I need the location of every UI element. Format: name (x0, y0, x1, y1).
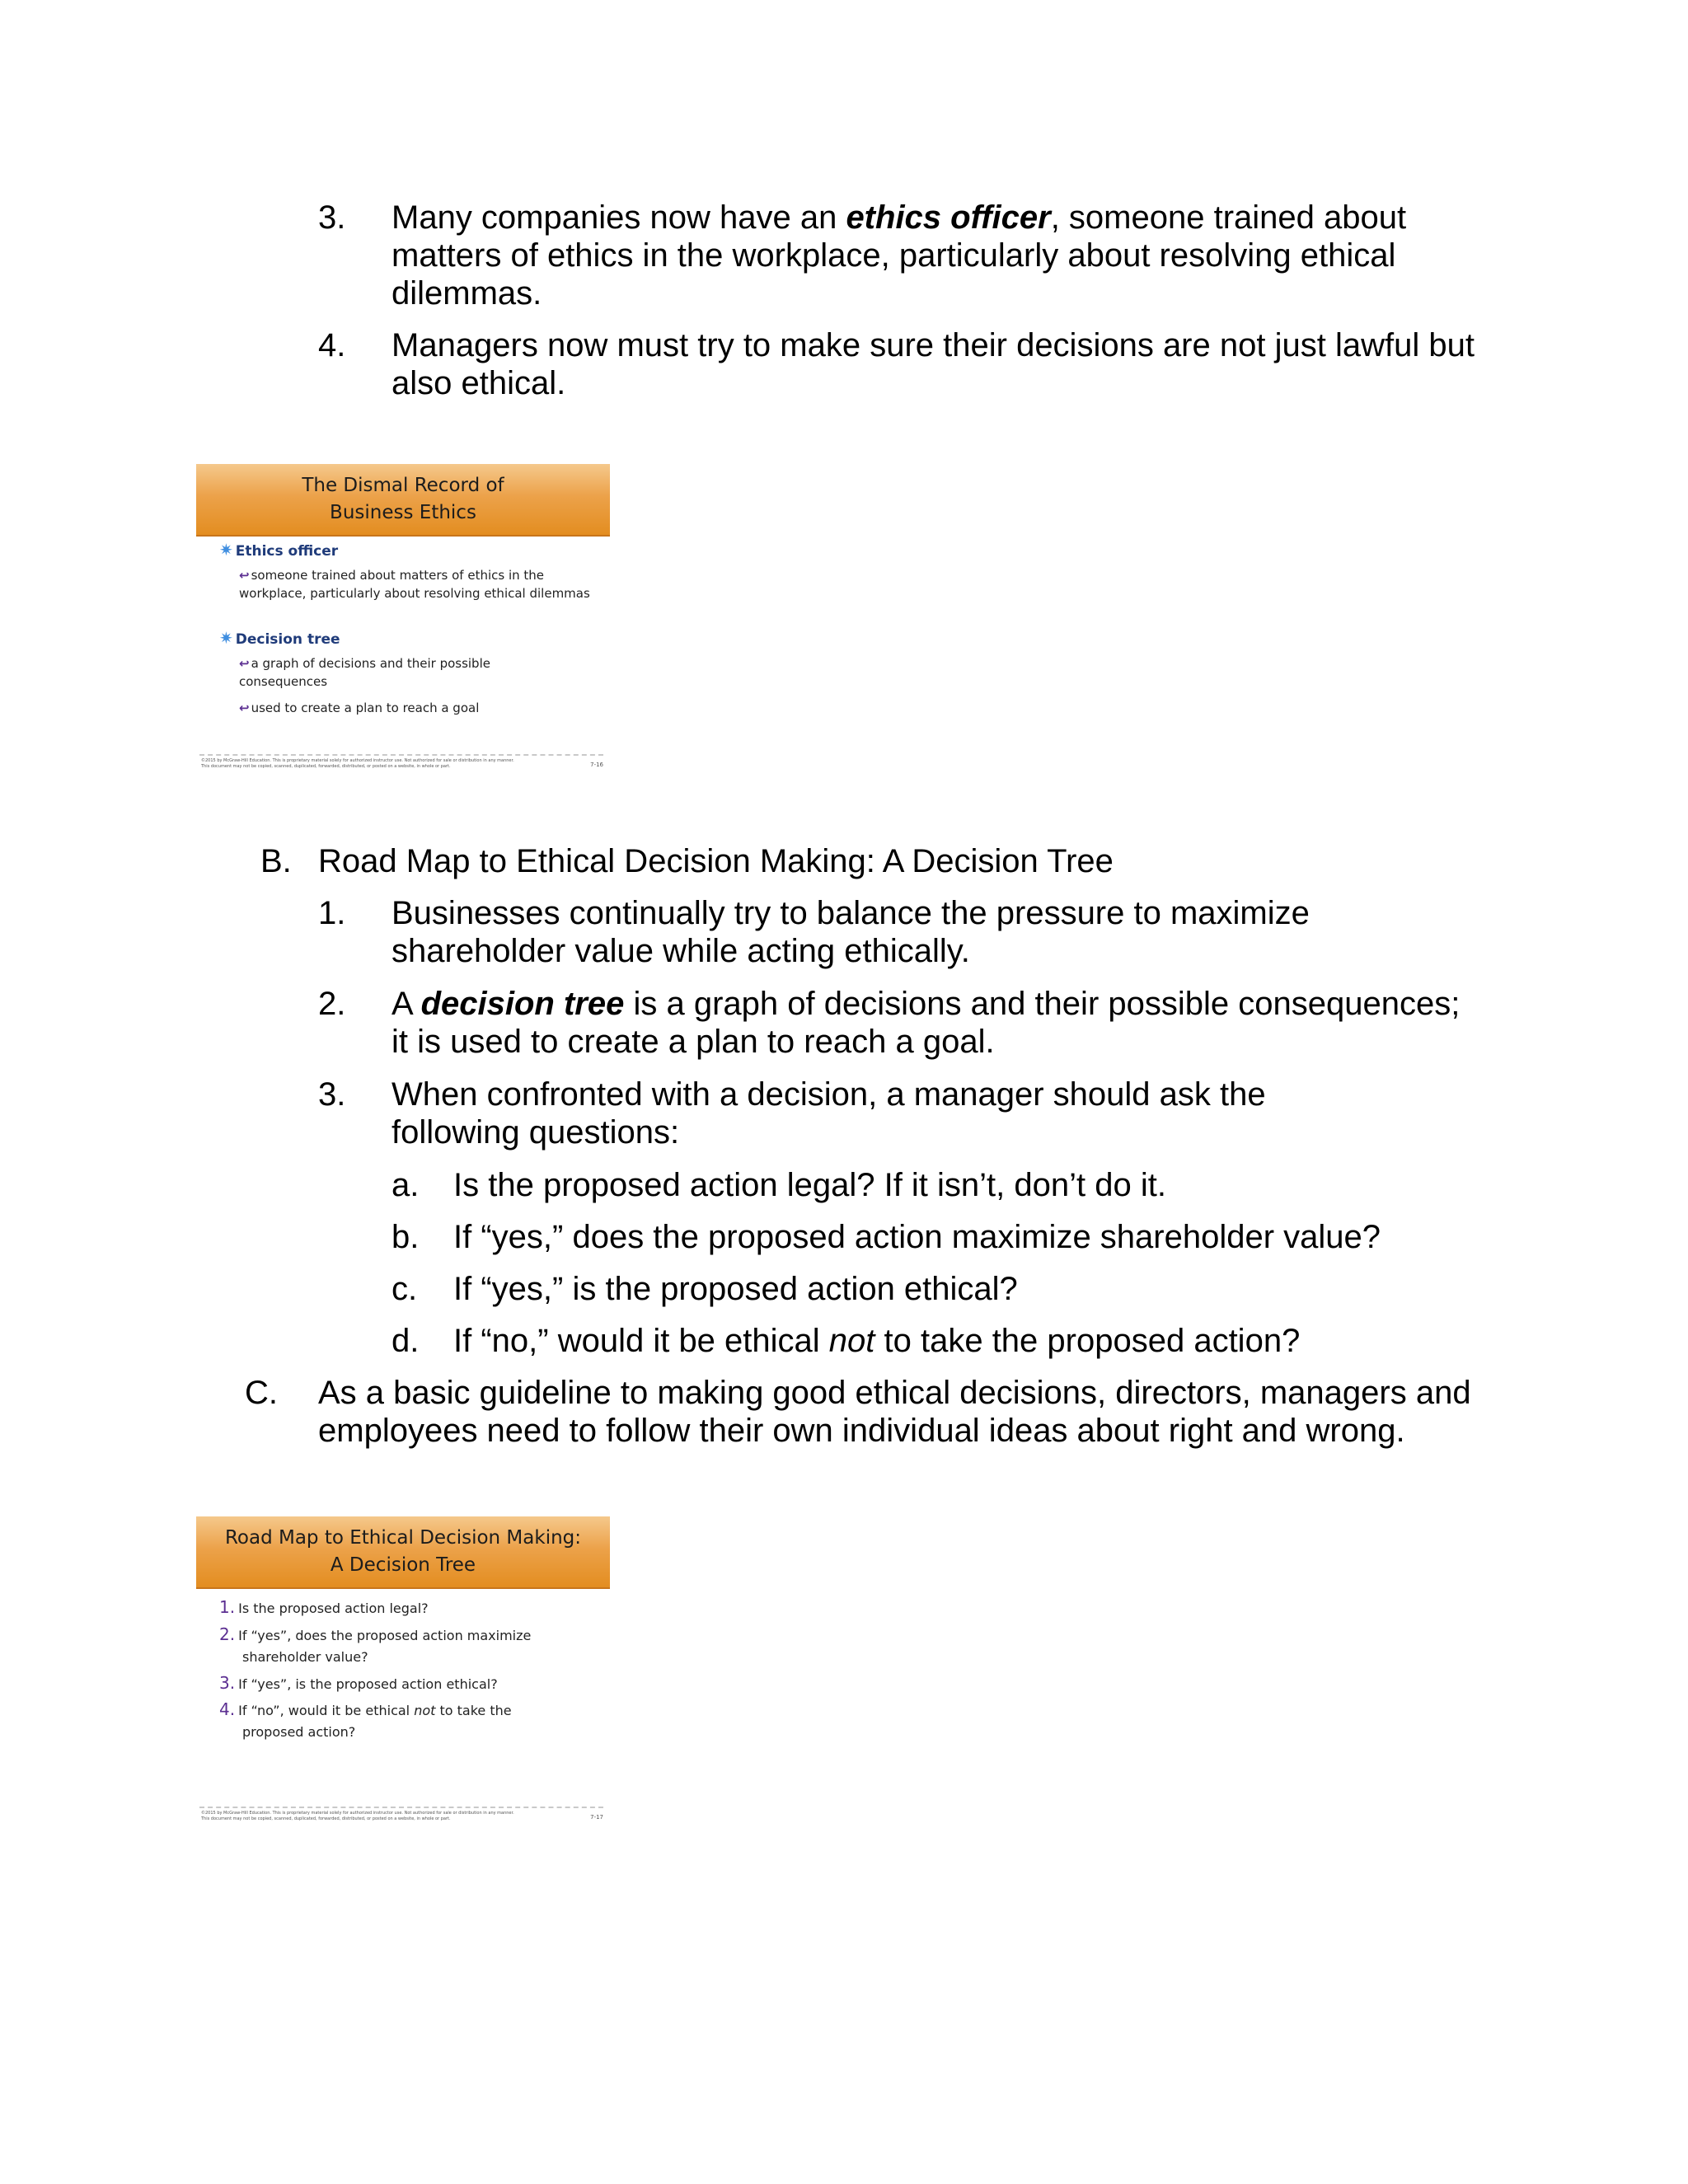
slide-thumbnail-road-map (196, 1516, 610, 1828)
list-item-3 (318, 199, 1480, 314)
slide-question-3: 3. If “yes”, is the proposed action ethical? (219, 1673, 498, 1693)
star-bullet-icon: ✷ (219, 628, 233, 648)
list-item-text: A decision tree is a graph of decisions and their possible consequences; it is used to create a plan to reach a goal. (392, 986, 1461, 1060)
slide-divider (199, 754, 603, 756)
list-marker: B. (260, 843, 292, 879)
list-marker: c. (392, 1271, 418, 1307)
question-d (392, 1322, 1479, 1360)
hook-bullet-icon: ↩ (239, 701, 250, 715)
slide-page-number: 7-16 (590, 762, 603, 768)
list-item-text: When confronted with a decision, a manager should ask the following questions: (392, 1076, 1266, 1151)
question-text: If “yes,” is the proposed action ethical? (453, 1271, 1018, 1307)
question-text: Is the proposed action legal? If it isn’t, don’t do it. (453, 1167, 1166, 1203)
list-marker: 3. (318, 1076, 346, 1113)
section-c-text: As a basic guideline to making good ethical decisions, directors, managers and employees need to follow their own individual ideas about right and wrong. (318, 1375, 1471, 1449)
slide-question-4: 4. If “no”, would it be ethical not to take the proposed action? (219, 1699, 512, 1740)
list-marker: 4. (318, 327, 346, 363)
section-b-heading (260, 842, 1480, 880)
question-text: If “yes,” does the proposed action maximize shareholder value? (453, 1219, 1381, 1255)
list-marker: 1. (318, 895, 346, 931)
list-item-b3 (318, 1076, 1480, 1151)
question-c (392, 1270, 1479, 1308)
question-text: If “no,” would it be ethical not to take the proposed action? (453, 1323, 1301, 1359)
hook-bullet-icon: ↩ (239, 656, 250, 671)
emphasis-not: not (828, 1323, 875, 1359)
slide-question-1: 1. Is the proposed action legal? (219, 1597, 429, 1617)
question-a (392, 1166, 1479, 1204)
term-decision-tree: decision tree (420, 986, 625, 1022)
slide-thumbnail-dismal-record (196, 464, 610, 776)
list-marker: C. (245, 1375, 278, 1411)
slide-divider (199, 1807, 603, 1808)
star-bullet-icon: ✷ (219, 540, 233, 560)
slide-question-2: 2. If “yes”, does the proposed action maximize shareholder value? (219, 1624, 532, 1665)
term-ethics-officer: ethics officer (846, 199, 1051, 236)
slide-bullet: ✷ Decision tree (219, 628, 340, 648)
slide-bullet: ✷ Ethics officer (219, 540, 339, 560)
list-marker: a. (392, 1167, 420, 1203)
list-item-b1 (318, 894, 1480, 970)
question-b (392, 1218, 1479, 1256)
list-marker: 3. (318, 199, 346, 236)
list-item-text: Businesses continually try to balance the pressure to maximize shareholder value while acting ethically. (392, 895, 1310, 969)
list-item-text: Many companies now have an ethics officer, someone trained about matters of ethics in the workplace, particularly about resolving ethical dilemmas. (392, 199, 1407, 312)
section-heading-text: Road Map to Ethical Decision Making: A Decision Tree (318, 843, 1114, 879)
slide-page-number: 7-17 (590, 1814, 603, 1821)
slide-sub-bullet: ↩ a graph of decisions and their possible consequences (239, 656, 490, 689)
slide-copyright: ©2015 by McGraw-Hill Education. This is proprietary material solely for authorized instructor use. Not authorized for sale or distribution in any manner. This document may not be copied, scanned, duplicated, forwarded, distributed, or posted on a website, in whole or part. (201, 758, 514, 769)
slide-sub-bullet: ↩ used to create a plan to reach a goal (239, 701, 480, 715)
section-c (245, 1374, 1481, 1450)
list-marker: d. (392, 1323, 420, 1359)
list-item-text: Managers now must try to make sure their decisions are not just lawful but also ethical. (392, 327, 1475, 401)
hook-bullet-icon: ↩ (239, 568, 250, 583)
slide-title: Road Map to Ethical Decision Making: A Decision Tree (196, 1516, 610, 1589)
list-item-4 (318, 326, 1480, 402)
list-marker: 2. (318, 986, 346, 1022)
list-item-b2 (318, 985, 1480, 1061)
slide-sub-bullet: ↩ someone trained about matters of ethics in the workplace, particularly about resolving ethical dilemmas (239, 568, 590, 601)
slide-title: The Dismal Record of Business Ethics (196, 464, 610, 537)
slide-copyright: ©2015 by McGraw-Hill Education. This is proprietary material solely for authorized instructor use. Not authorized for sale or distribution in any manner. This document may not be copied, scanned, duplicated, forwarded, distributed, or posted on a website, in whole or part. (201, 1811, 514, 1821)
list-marker: b. (392, 1219, 420, 1255)
